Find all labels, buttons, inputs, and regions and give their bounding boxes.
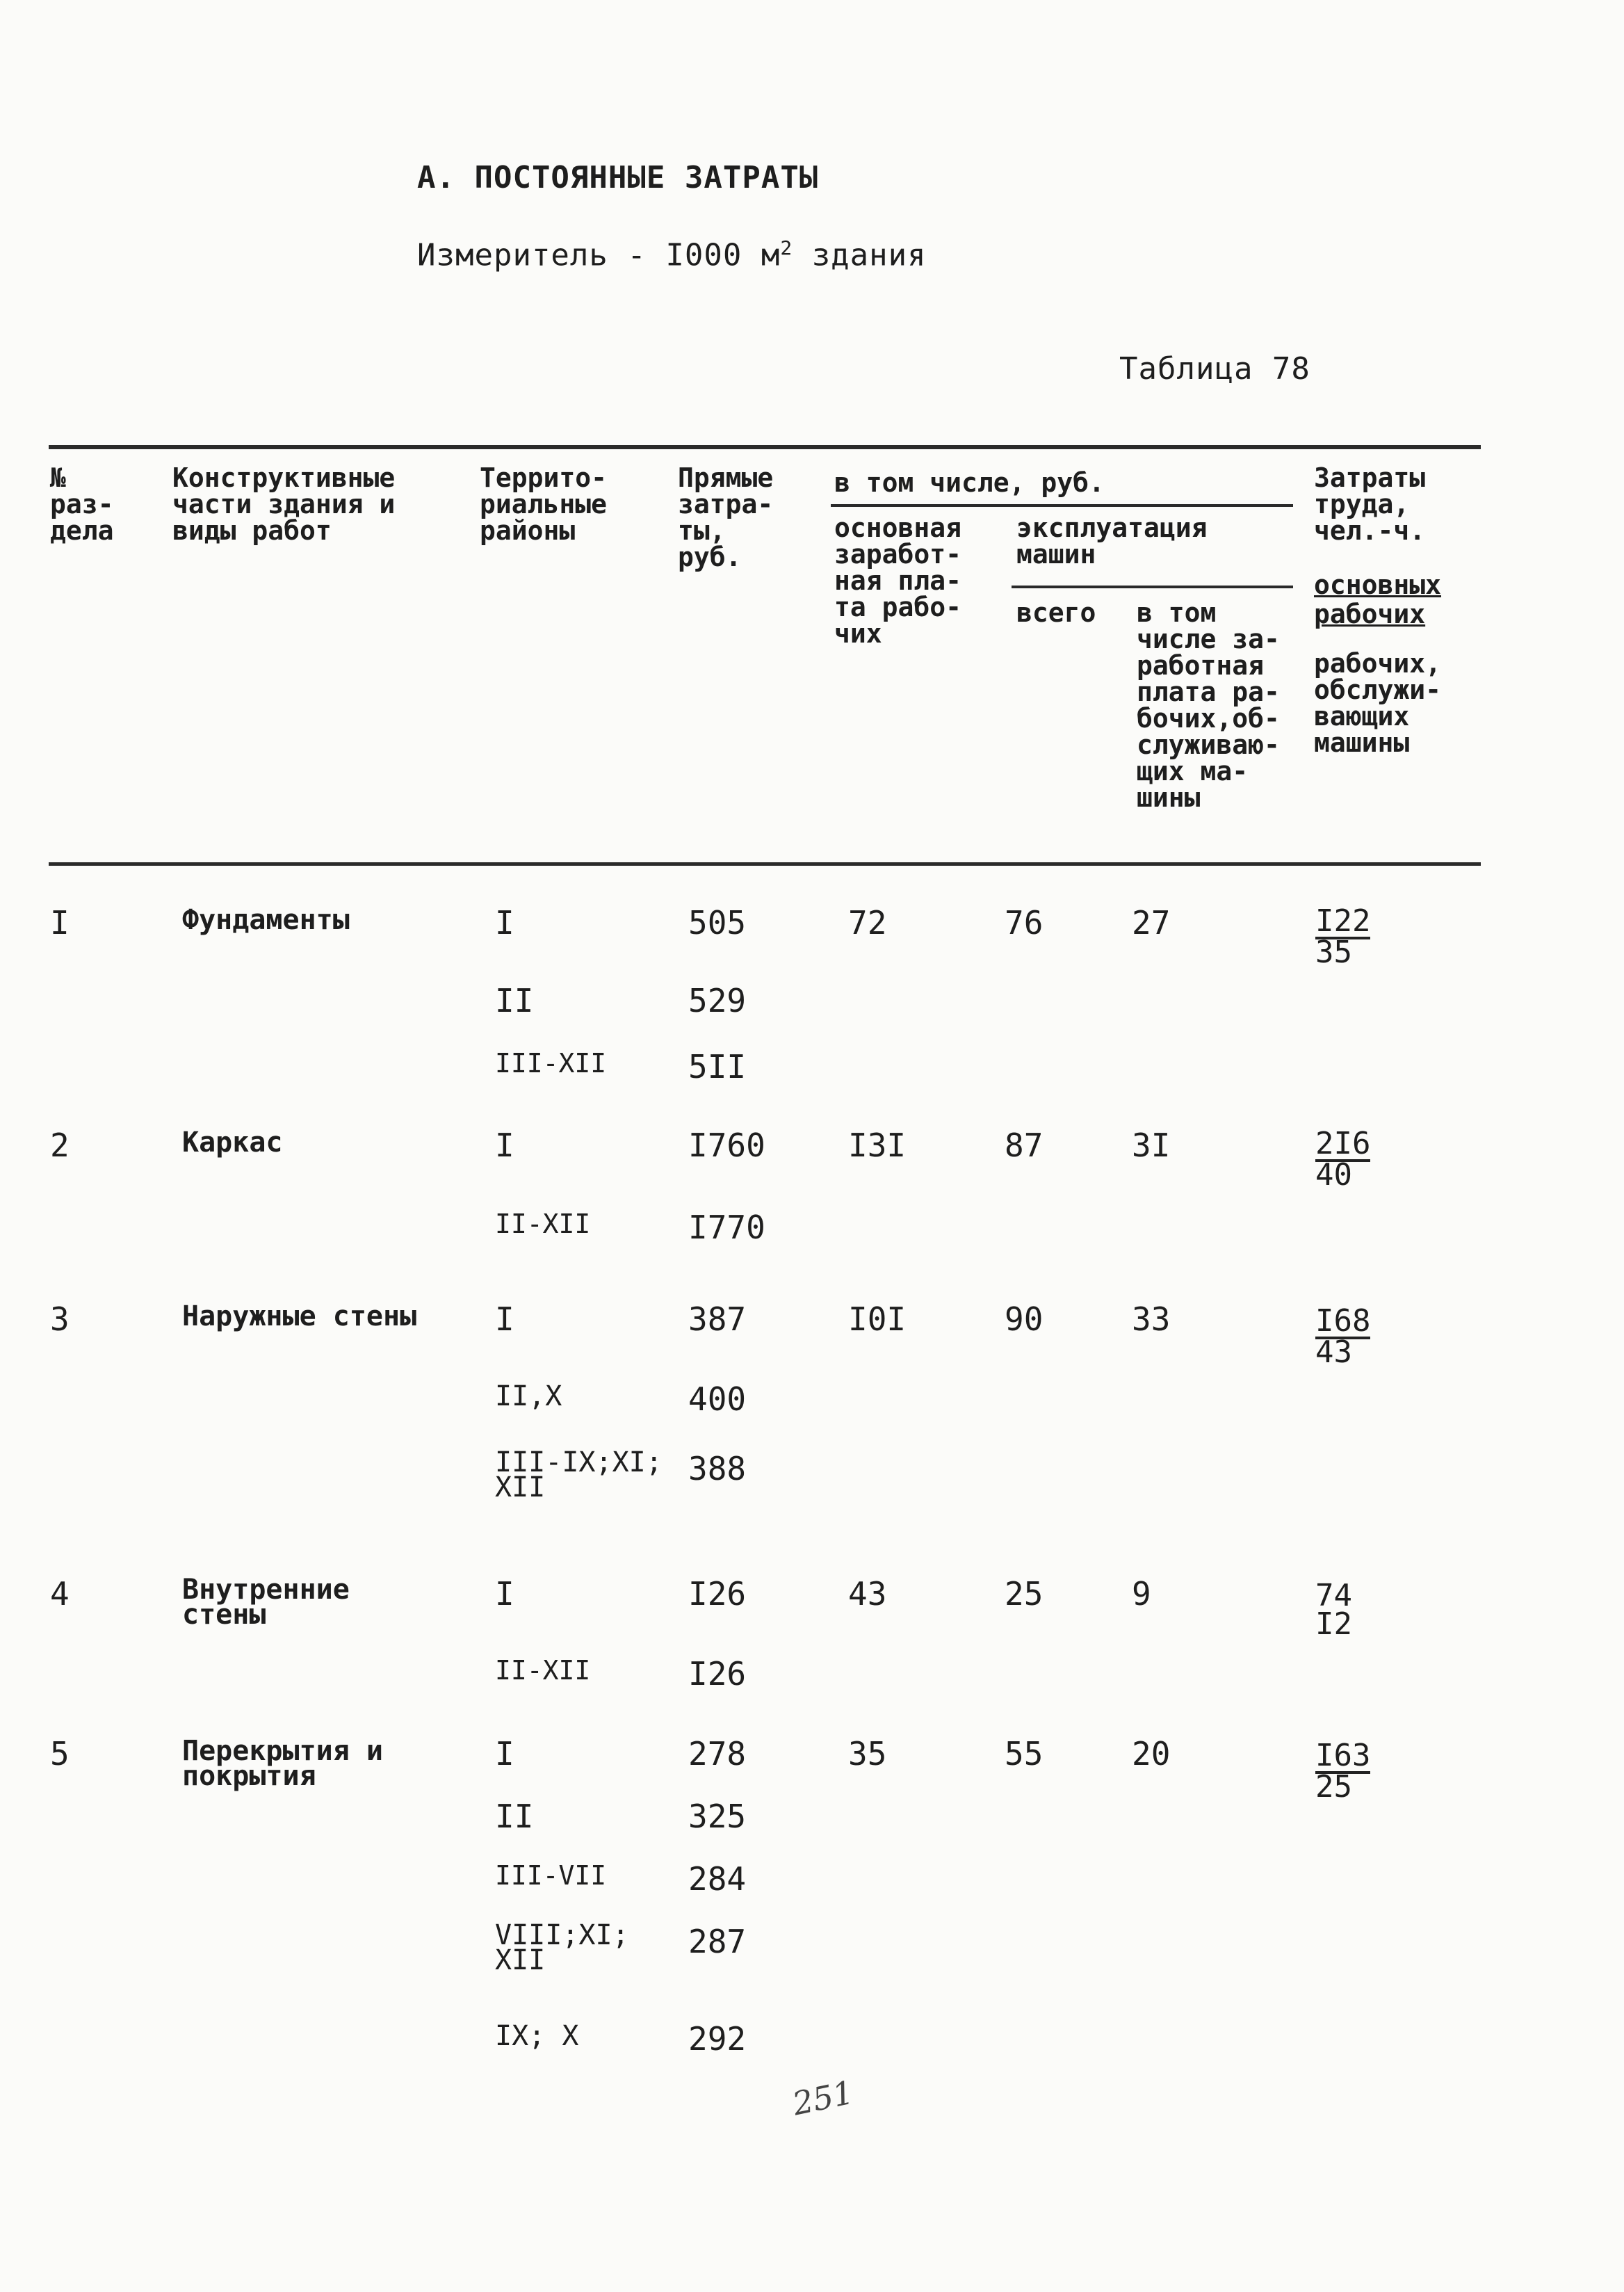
row-3-base-wage: I0I [848,1300,907,1338]
row-3-incl-wage: 33 [1132,1300,1171,1338]
row-3-num: 3 [50,1300,70,1338]
row-4-direct-1: I26 [688,1575,747,1613]
row-1-direct-3: 5II [688,1048,747,1086]
table-label: Таблица 78 [1119,351,1310,387]
col-header-incl-rub: в том числе, руб. [834,467,1105,498]
row-4-region-1: I [495,1575,514,1613]
row-2-direct-1: I760 [688,1127,765,1164]
row-3-labor-main: I68 [1315,1303,1371,1339]
row-5-direct-3: 284 [688,1860,747,1898]
row-3-labor-serv: 43 [1315,1334,1352,1370]
table-header-bottom-rule [49,862,1481,866]
row-4-base-wage: 43 [848,1575,887,1613]
row-3-total: 90 [1005,1300,1044,1338]
col-header-incl-wage: в том числе за- работная плата ра- бочих,об- служиваю- щих ма- шины [1137,597,1280,813]
row-4-labor [1315,1578,1352,1642]
row-3-direct-2: 400 [688,1380,747,1418]
machine-rule [1012,586,1293,588]
row-5-labor-main: I63 [1315,1738,1371,1773]
row-3-name: Наружные стены [182,1300,417,1332]
row-3-labor [1315,1303,1371,1370]
row-3-region-2: II,X [495,1380,562,1412]
row-1-region-1: I [495,904,514,942]
row-2-num: 2 [50,1127,70,1164]
row-1-region-2: II [495,982,534,1019]
col-header-machine-op: эксплуатация машин [1016,513,1208,570]
row-1-total: 76 [1005,904,1044,942]
row-2-labor [1315,1126,1371,1193]
row-5-labor [1315,1738,1371,1805]
col-header-total: всего [1016,597,1096,628]
col-header-labor-main: основных рабочих [1314,570,1442,629]
row-2-base-wage: I3I [848,1127,907,1164]
row-5-direct-4: 287 [688,1923,747,1960]
col-header-parts: Конструктивные части здания и виды работ [172,462,396,546]
row-2-total: 87 [1005,1127,1044,1164]
row-1-labor-serv: 35 [1315,935,1352,970]
row-5-base-wage: 35 [848,1735,887,1773]
row-1-incl-wage: 27 [1132,904,1171,942]
col-header-regions: Террито- риальные районы [480,462,608,546]
row-4-incl-wage: 9 [1132,1575,1151,1613]
row-1-region-3: III-XII [495,1048,607,1079]
row-4-labor-main: 74 [1315,1578,1352,1613]
row-4-labor-serv: I2 [1315,1606,1352,1642]
row-5-direct-2: 325 [688,1798,747,1835]
row-5-region-2: II [495,1798,534,1835]
col-header-base-wage: основная заработ- ная пла- та рабо- чих [834,513,962,649]
row-3-direct-3: 388 [688,1450,747,1487]
row-1-direct-1: 505 [688,904,747,942]
row-4-name: Внутренние стены [182,1574,350,1631]
meter-prefix: Измеритель - I000 м [417,237,781,273]
row-4-region-2: II-XII [495,1655,591,1686]
col-header-labor-serv: рабочих, обслужи- вающих машины [1314,648,1442,758]
row-5-region-1: I [495,1735,514,1773]
row-3-region-1: I [495,1300,514,1338]
col-header-labor: Затраты труда, чел.-ч. [1314,462,1426,546]
row-1-direct-2: 529 [688,982,747,1019]
table-top-rule [49,445,1481,449]
row-2-region-2: II-XII [495,1209,591,1239]
row-4-direct-2: I26 [688,1655,747,1693]
row-1-base-wage: 72 [848,904,887,942]
row-5-region-5: IX; X [495,2020,579,2052]
row-3-direct-1: 387 [688,1300,747,1338]
row-5-region-4: VIII;XI; XII [495,1919,629,1976]
row-1-labor [1315,903,1371,970]
row-1-labor-main: I22 [1315,903,1371,939]
row-2-labor-main: 2I6 [1315,1126,1371,1161]
row-2-incl-wage: 3I [1132,1127,1171,1164]
row-3-region-3: III-IX;XI; XII [495,1446,663,1503]
row-1-name: Фундаменты [182,904,350,936]
row-5-name: Перекрытия и покрытия [182,1735,383,1792]
page-number: 251 [789,2073,857,2123]
row-4-num: 4 [50,1575,70,1613]
col-header-direct: Прямые затра- ты, руб. [678,462,774,572]
meter-superscript: 2 [780,236,793,259]
row-2-labor-serv: 40 [1315,1157,1352,1193]
row-4-total: 25 [1005,1575,1044,1613]
meter-line [417,236,927,273]
row-5-direct-1: 278 [688,1735,747,1773]
incl-rub-rule [831,504,1293,507]
row-5-region-3: III-VII [495,1860,607,1891]
row-5-direct-5: 292 [688,2020,747,2058]
col-header-num: № раз- дела [50,462,114,546]
meter-suffix: здания [811,237,927,273]
row-5-num: 5 [50,1735,70,1773]
row-2-name: Каркас [182,1127,283,1159]
row-2-direct-2: I770 [688,1209,765,1246]
row-1-num: I [50,904,70,942]
row-2-region-1: I [495,1127,514,1164]
row-5-incl-wage: 20 [1132,1735,1171,1773]
row-5-labor-serv: 25 [1315,1769,1352,1805]
section-title: А. ПОСТОЯННЫЕ ЗАТРАТЫ [417,160,819,195]
row-5-total: 55 [1005,1735,1044,1773]
